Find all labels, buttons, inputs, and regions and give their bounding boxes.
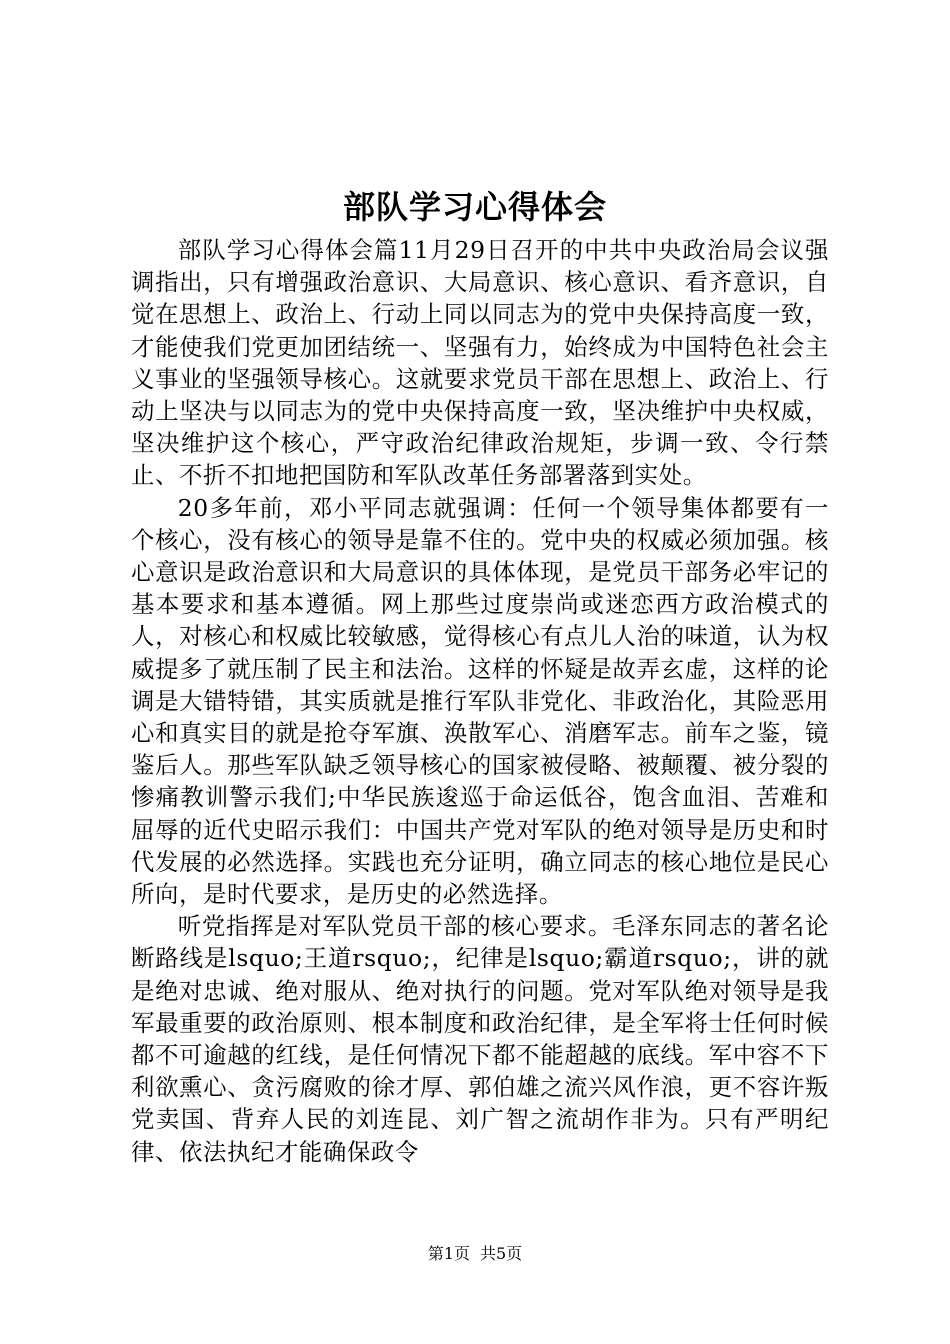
document-title: 部队学习心得体会 — [342, 188, 607, 226]
page-footer — [0, 1242, 950, 1266]
document-body — [131, 234, 829, 1168]
paragraph-2: 20多年前，邓小平同志就强调：任何一个领导集体都要有一个核心，没有核心的领导是靠不住的。党中央的权威必须加强。核心意识是政治意识和大局意识的具体体现，是党员干部务必牢记的基本要求和基本遵循。网上那些过度崇尚或迷恋西方政治模式的人，对核心和权威比较敏感，觉得核心有点儿人治的味道，认为权威提多了就压制了民主和法治。这样的怀疑是故弄玄虚，这样的论调是大错特错，其实质就是推行军队非党化、非政治化，其险恶用心和真实目的就是抢夺军旗、涣散军心、消磨军志。前车之鉴，镜鉴后人。那些军队缺乏领导核心的国家被侵略、被颠覆、被分裂的惨痛教训警示我们;中华民族逡巡于命运低谷，饱含血泪、苦难和屈辱的近代史昭示我们：中国共产党对军队的绝对领导是历史和时代发展的必然选择。实践也充分证明，确立同志的核心地位是民心所向，是时代要求，是历史的必然选择。 — [131, 493, 829, 909]
paragraph-1: 部队学习心得体会篇11月29日召开的中共中央政治局会议强调指出，只有增强政治意识、大局意识、核心意识、看齐意识，自觉在思想上、政治上、行动上同以同志为的党中央保持高度一致，才能使我们党更加团结统一、坚强有力，始终成为中国特色社会主义事业的坚强领导核心。这就要求党员干部在思想上、政治上、行动上坚决与以同志为的党中央保持高度一致，坚决维护中央权威，坚决维护这个核心，严守政治纪律政治规矩，步调一致、令行禁止、不折不扣地把国防和军队改革任务部署落到实处。 — [131, 236, 829, 490]
paragraph-3: 听党指挥是对军队党员干部的核心要求。毛泽东同志的著名论断路线是lsquo;王道rsquo;，纪律是lsquo;霸道rsquo;，讲的就是绝对忠诚、绝对服从、绝对执行的问题。党对军队绝对领导是我军最重要的政治原则、根本制度和政治纪律，是全军将士任何时候都不可逾越的红线，是任何情况下都不能超越的底线。军中容不下利欲熏心、贪污腐败的徐才厚、郭伯雄之流兴风作浪，更不容许叛党卖国、背弃人民的刘连昆、刘广智之流胡作非为。只有严明纪律、依法执纪才能确保政令 — [131, 912, 829, 1166]
page-number-total: 共5页 — [480, 1244, 523, 1263]
page-number-current: 第1页 — [427, 1244, 470, 1263]
